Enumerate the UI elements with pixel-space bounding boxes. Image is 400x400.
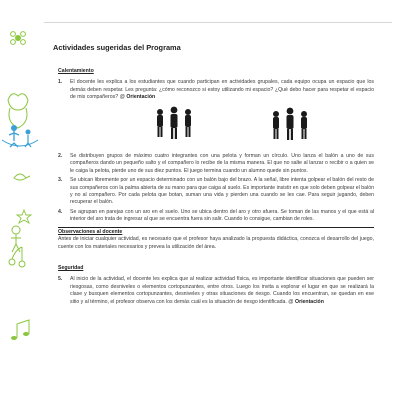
activity-item	[58, 177, 374, 207]
children-illustration	[58, 106, 374, 146]
activity-number: 3.	[58, 177, 63, 184]
activity-text: Se ubican libremente por un espacio determinado con un balón bajo del brazo. A la señal, libre intenta golpear el balón del resto de sus compañeros con la palma abierta de su mano para que caiga al suelo. Es importante insistir en que solo deben golpear el balón y no al compañero. Por cada pelota que botan, suman una vida y pierden una cuando se les cae. Para seguir jugando, deben recuperar el balón.	[70, 177, 374, 206]
section-seguridad	[58, 265, 374, 306]
orientation-icon: @	[288, 298, 294, 305]
activity-item	[58, 276, 374, 306]
decorative-side-art	[0, 0, 40, 400]
children-group-right	[273, 107, 307, 139]
activity-text	[70, 276, 374, 306]
activity-item	[58, 209, 374, 224]
music-note-icon	[11, 320, 29, 340]
teacher-notes-box	[58, 227, 374, 251]
activity-item	[58, 79, 374, 101]
orientation-tag: Orientación	[126, 94, 156, 101]
teacher-notes-text: Antes de iniciar cualquier actividad, es necesario que el profesor haya analizado la propuesta didáctica, conozca el desarrollo del juego, cuente con los materiales necesarios y prevea la utilización del área.	[58, 236, 374, 250]
page-heading: Actividades sugeridas del Programa	[53, 43, 181, 52]
cat-icon	[8, 94, 28, 128]
orientation-icon: @	[119, 94, 125, 101]
activity-text-body: Al inicio de la actividad, el docente les explica que al realizar actividad física, es importante identificar situaciones que pueden ser riesgosas, como desniveles o elementos cortopunzantes, entre otros. Luego los invita a explorar el lugar en que se realizará la clase y busquen elementos cortopunzantes, desniveles y otras situaciones de riesgo. Cuando los encuentran, se quedan en ese sitio y al término, el profesor observa con los demás cuál es la situación de riesgo identificada.	[70, 276, 374, 305]
cherry-icon	[9, 247, 25, 267]
header-divider	[44, 22, 392, 23]
section-title-seguridad: Seguridad	[58, 264, 84, 271]
activity-number: 2.	[58, 153, 63, 160]
star-icon	[17, 210, 31, 223]
teacher-notes-title: Observaciones al docente	[58, 228, 123, 235]
orientation-tag: Orientación	[295, 298, 324, 305]
activity-item	[58, 153, 374, 175]
activity-text	[70, 79, 374, 101]
activity-text: Se agrupan en parejas con un aro en el suelo. Uno se ubica dentro del aro y otro afuera. Se toman de las manos y el que está al interior del aro trata de ingresar al que se encuentra fuera sin salir. Cuando lo consigue, cambian de roles.	[70, 208, 374, 223]
section-title-calentamiento: Calentamiento	[58, 68, 94, 74]
activity-number: 1.	[58, 79, 63, 86]
activity-text-body: El docente les explica a los estudiantes que cuando participan en actividades grupales, cada equipo ocupa un espacio que los demás deben respetar. Les pregunta: ¿cómo reconozco si estoy utilizando mi espacio? ¿Qué debo hacer para respetar el espacio de mis compañeros?	[70, 79, 374, 101]
bird-icon	[14, 174, 30, 180]
activity-number: 5.	[58, 276, 63, 283]
children-group-left	[157, 106, 191, 138]
activity-text: Se distribuyen grupos de máximo cuatro integrantes con una pelota y forman un círculo. Uno lanza el balón a uno de sus compañeros dando un pequeño salto y el compañero lo recibe de la misma manera. El que no salte al lanzar o recibir o a quien se le caiga la pelota, pierde uno de sus diez puntos. El juego termina cuando un alumno quede sin puntos.	[70, 153, 374, 174]
activity-number: 4.	[58, 208, 63, 215]
flower-icon	[11, 32, 26, 45]
activities-content	[58, 68, 374, 308]
jump-rope-kids-icon	[2, 125, 38, 147]
